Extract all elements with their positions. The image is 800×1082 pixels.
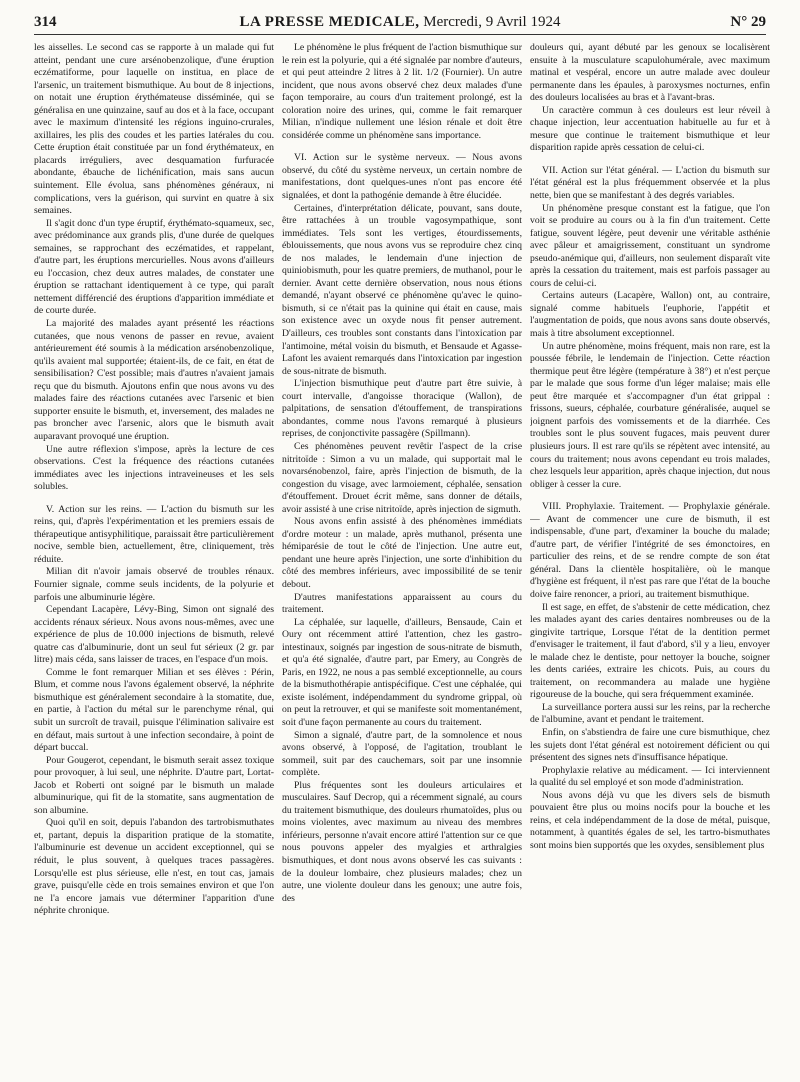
paragraph: Nous avons déjà vu que les divers sels de bismuth pouvaient être plus ou moins nocifs pour la bouche et les reins, et cela indépendamment de la dose de métal, puisque, notamment, à quantités égales de sel, les tartro-bismuthates sont moins bien supportés que les oxydes, sensiblement plus — [530, 789, 770, 851]
paragraph: Milian dit n'avoir jamais observé de troubles rénaux. Fournier signale, comme seuls incidents, de la polyurie et parfois une albuminurie légère. — [34, 566, 274, 603]
issue-date: Mercredi, 9 Avril 1924 — [419, 14, 561, 30]
running-title — [34, 14, 766, 31]
text-column-2 — [282, 42, 522, 1070]
paragraph: La majorité des malades ayant présenté les réactions cutanées, que nous venons de passer en revue, avaient antérieurement été soumis à la médication arsénobenzolique, qu'ils avaient mal supportée; étaient-ils, de ce fait, en état de sensibilisation? C'est possible; mais d'autres n'avaient jamais reçu que du bismuth. Ajoutons enfin que nous avons vu des malades faire des réactions cutanées avec l'arsenic et bien supporter ensuite le bismuth, et, inversement, des malades ne pas broncher avec l'arsenic, alors que le bismuth avait auparavant provoqué une éruption. — [34, 318, 274, 442]
paragraph: Enfin, on s'abstiendra de faire une cure bismuthique, chez les sujets dont l'état général est notoirement déficient ou qui présentent des signes nets d'insuffisance hépatique. — [530, 726, 770, 764]
paragraph: La surveillance portera aussi sur les reins, par la recherche de l'albumine, avant et pendant le traitement. — [530, 701, 770, 726]
paragraph: douleurs qui, ayant débuté par les genoux se localisèrent ensuite à la musculature scapulohumérale, avec maximum matinal et vespéral, encore un autre malade avec douleur permanente dans les épaules, à paroxysmes nocturnes, enfin des douleurs localisées au bras et à l'avant-bras. — [530, 42, 770, 104]
text-column-3 — [530, 42, 770, 1070]
paragraph: D'autres manifestations apparaissent au cours du traitement. — [282, 591, 522, 616]
paragraph: Simon a signalé, d'autre part, de la somnolence et nous avons observé, à l'opposé, de l'agitation, troublant le sommeil, suit par des cauchemars, soit par une insomnie complète. — [282, 729, 522, 779]
paragraph: Certains auteurs (Lacapère, Wallon) ont, au contraire, signalé comme habituels l'euphorie, l'appétit et l'augmentation de poids, que nous avons sans doute observés, mais à titre absolument exceptionnel. — [530, 290, 770, 340]
paragraph: Certaines, d'interprétation délicate, pouvant, sans doute, être rattachées à un trouble vagosympathique, sont immédiates. Tels sont les vertiges, étourdissements, éblouissements, que nous avons vus se reproduire chez cinq de nos malades, le lendemain d'une injection de quiniobismuth, pour les quatre premiers, de muthanol, pour le dernier. Avant cette dernière observation, nous nous étions demandé, n'ayant observé ce phénomène qu'avec le quino-bismuth, si ce n'était pas la quinine qui était en cause, mais son existence avec un oxyde nous fit penser autrement. D'ailleurs, ces troubles sont constants dans l'intoxication par l'antimoine, métal voisin du bismuth, et Bensaude et Agasse-Lafont les avaient remarqués dans l'intoxication par ingestion de sous-nitrate de bismuth. — [282, 202, 522, 377]
paragraph: Une autre réflexion s'impose, après la lecture de ces observations. C'est la fréquence des réactions cutanées immédiates avec les injections intraveineuses et les sels solubles. — [34, 443, 274, 493]
page-number: 314 — [34, 14, 57, 30]
paragraph: Il est sage, en effet, de s'abstenir de cette médication, chez les malades ayant des caries dentaires nombreuses ou de la gingivite tartrique, Lorsque l'état de la dentition permet d'envisager le traitement, il faut d'abord, s'il y a lieu, envoyer le malade chez le dentiste, pour nettoyer la bouche, soigner les dents cariées, extraire les chicots. Puis, au cours du traitement, on recommandera au malade une hygiène rigoureuse de la bouche, qui sera fréquemment examinée. — [530, 601, 770, 701]
paragraph: La céphalée, sur laquelle, d'ailleurs, Bensaude, Cain et Oury ont récemment attiré l'attention, chez les gastro-intestinaux, soignés par ingestion de sous-nitrate de bismuth, et qu'a été signalée, d'autre part, par Emery, au Congrès de Paris, en 1922, ne nous a pas semblé exceptionnelle, au cours de la bismuthothérapie antispécifique. C'est une céphalée, qui existe isolément, indépendamment du syndrome grippal, où on peut la retrouver, et qui se manifeste soit momentanément, soit d'une façon permanente au cours du traitement. — [282, 616, 522, 728]
paragraph: Nous avons enfin assisté à des phénomènes immédiats d'ordre moteur : un malade, après muthanol, présenta une hémiparésie de tout le côté de l'injection. Une autre eut, pendant une heure après l'injection, une sorte d'inhibition du côté des membres inférieurs, avec impossibilité de se tenir debout. — [282, 516, 522, 590]
paragraph: L'injection bismuthique peut d'autre part être suivie, à court intervalle, d'angoisse thoracique (Wallon), de palpitations, de sensation d'étouffement, de transpirations abondantes, comme nous l'avons remarqué à plusieurs reprises, de conjonctivite passagère (Spillmann). — [282, 378, 522, 440]
section-heading-kidneys: V. Action sur les reins. — L'action du bismuth sur les reins, qui, d'après l'expérimentation et les premiers essais de thérapeutique antisyphilitique, paraissait être particulièrement nocive, semble bien, actuellement, être, cliniquement, très réduite. — [34, 503, 274, 565]
paragraph: Le phénomène le plus fréquent de l'action bismuthique sur le rein est la polyurie, qui a été signalée par nombre d'auteurs, et qui peut atteindre 2 litres à 2 lit. 1/2 (Fournier). Un autre incident, que nous avons observé chez deux malades d'une façon temporaire, au cours d'un traitement prolongé, est la coloration noire des urines, qui, comme le fait remarquer Milian, n'indique nullement une lésion rénale et doit être considérée comme un phénomène sans importance. — [282, 42, 522, 141]
section-heading-prophylaxis: VIII. Prophylaxie. Traitement. — Prophylaxie générale. — Avant de commencer une cure de bismuth, il est indispensable, d'une part, d'examiner la bouche du malade; d'autre part, de vérifier l'intégrité de ses émonctoires, en particulier des reins, et de se rendre compte de son état général. Dans la clientèle hospitalière, où le manque d'hygiène est fréquent, il n'est pas rare que l'état de la bouche doive faire renoncer, a priori, au traitement bismuthique. — [530, 501, 770, 600]
issue-number: N° 29 — [730, 14, 766, 30]
page-header — [34, 12, 766, 35]
paragraph: Comme le font remarquer Milian et ses élèves : Périn, Blum, et comme nous l'avons également observé, la néphrite bismuthique est généralement secondaire à la stomatite, due, en partie, à l'action du métal sur le parenchyme rénal, qui subit un surcroît de travail, puisque l'élimination salivaire est en défaut, mais surtout à une infection secondaire, à point de départ buccal. — [34, 666, 274, 754]
paragraph: Il s'agit donc d'un type éruptif, érythémato-squameux, sec, avec prédominance aux grands plis, d'une durée de quelques semaines, se rapprochant des eczématides, et rappelant, d'autre part, les éruptions mercurielles. Nous avons d'ailleurs eu l'occasion, chez deux autres malades, de constater une éruption se rattachant identiquement à ce type, qui paraît nettement différencié des éruptions d'apparition immédiate et de courte durée. — [34, 217, 274, 317]
paragraph: Un phénomène presque constant est la fatigue, que l'on voit se produire au cours ou à la fin d'un traitement. Cette fatigue, souvent légère, peut devenir une véritable asthénie avec pâleur et amaigrissement, constituant un syndrome pseudo-anémique qui, d'ailleurs, non seulement disparaît vite après la cessation du traitement, mais est parfois passager au cours de celui-ci. — [530, 202, 770, 289]
paragraph: Un caractère commun à ces douleurs est leur réveil à chaque injection, leur accentuation habituelle au fur et à mesure que continue le traitement bismuthique et leur disparition rapide après cessation de celui-ci. — [530, 104, 770, 154]
paragraph: Prophylaxie relative au médicament. — Ici interviennent la qualité du sel employé et son mode d'administration. — [530, 764, 770, 789]
section-heading-general-state: VII. Action sur l'état général. — L'action du bismuth sur l'état général est la plus fréquemment observée et la plus nette, bien que se manifestant à des degrés variables. — [530, 164, 770, 202]
paragraph: Plus fréquentes sont les douleurs articulaires et musculaires. Sauf Decrop, qui a récemment signalé, au cours du traitement bismuthique, des douleurs rhumatoïdes, plus ou moins violentes, avec maximum au niveau des membres inférieurs, personne n'avait encore attiré l'attention sur ce que nous pouvons appeler des myalgies et arthralgies bismuthiques, et dont nous avons observé les cas suivants : de la douleur lombaire, chez plusieurs malades; chez un autre, une violente douleur dans les genoux; une autre fois, des — [282, 779, 522, 904]
paragraph: Un autre phénomène, moins fréquent, mais non rare, est la poussée fébrile, le lendemain de l'injection. Cette réaction thermique peut être légère (température à 38°) et n'est perçue par le malade que sous forme d'un léger malaise; mais elle peut être marquée et s'accompagner d'un état grippal : frissons, sueurs, céphalée, courbature généralisée, auquel se joignent parfois des vomissements et de la diarrhée. Ces troubles sont le plus souvent fugaces, mais peuvent durer plusieurs jours. Il est rare qu'ils se répètent avec intensité, au cours du traitement; nous avons cependant eu trois malades, chez lesquels leur apparition, après chaque injection, dut nous obliger à cesser la cure. — [530, 340, 770, 490]
journal-name: LA PRESSE MEDICALE, — [239, 14, 420, 30]
paragraph: Quoi qu'il en soit, depuis l'abandon des tartrobismuthates et, partant, depuis la disparition pratique de la stomatite, l'albuminurie est devenue un accident exceptionnel, qui se réduit, le plus souvent, à quelques traces passagères. Lorsqu'elle est plus sérieuse, elle n'est, en tout cas, jamais grave, puisqu'elle cède en trois semaines environ et que l'on ne l'a encore jamais vue déterminer l'apparition d'une néphrite chronique. — [34, 817, 274, 917]
section-heading-nervous-system: VI. Action sur le système nerveux. — Nous avons observé, du côté du système nerveux, un certain nombre de manifestations, dont quelques-unes n'ont pas encore été signalées, et dont la pathogénie demande à être élucidée. — [282, 152, 522, 202]
paragraph: Ces phénomènes peuvent revêtir l'aspect de la crise nitritoïde : Simon a vu un malade, qui supportait mal le novarsénobenzol, faire, après l'injection de bismuth, de la congestion du visage, avec larmoiement, céphalée, sensation d'étouffement. Drouet écrit même, sans donner de détails, avoir assisté à une crise nitritoïde, après injection de sigmuth. — [282, 440, 522, 515]
paragraph: Cependant Lacapère, Lévy-Bing, Simon ont signalé des accidents rénaux sérieux. Nous avons nous-mêmes, avec une expérience de plus de 10.000 injections de bismuth, relevé quatre cas d'albuminurie, dont un seul fut sérieux (2 gr. par litre) mais céda, sans laisser de traces, en l'espace d'un mois. — [34, 604, 274, 666]
paragraph: Pour Gougerot, cependant, le bismuth serait assez toxique pour provoquer, à lui seul, une néphrite. D'autre part, Lortat-Jacob et Roberti ont soigné par le bismuth un malade albuminurique, qui fit de la stomatite, sans augmentation de son albumine. — [34, 754, 274, 816]
text-column-1 — [34, 42, 274, 1070]
paragraph: les aisselles. Le second cas se rapporte à un malade qui fut atteint, pendant une cure arsénobenzolique, d'une éruption eczématiforme, pour laquelle on institua, en place de l'arsenic, un traitement bismuthique. Au bout de 8 injections, on notait une éruption érythémateuse disséminée, qui se généralisa en une quinzaine, sauf au dos et à la face, occupant avec le maximum d'intensité les régions inguino-crurales, axillaires, les plis des coudes et les parties latérales du cou. Cette éruption était constituée par un fond érythémateux, en placards irréguliers, avec desquamation furfuracée abondante, ébauche de lichénification, mais sans aucun suintement. Elle évolua, sans phénomènes généraux, ni complications, vers la guérison, qui survint en quatre à six semaines. — [34, 42, 274, 217]
